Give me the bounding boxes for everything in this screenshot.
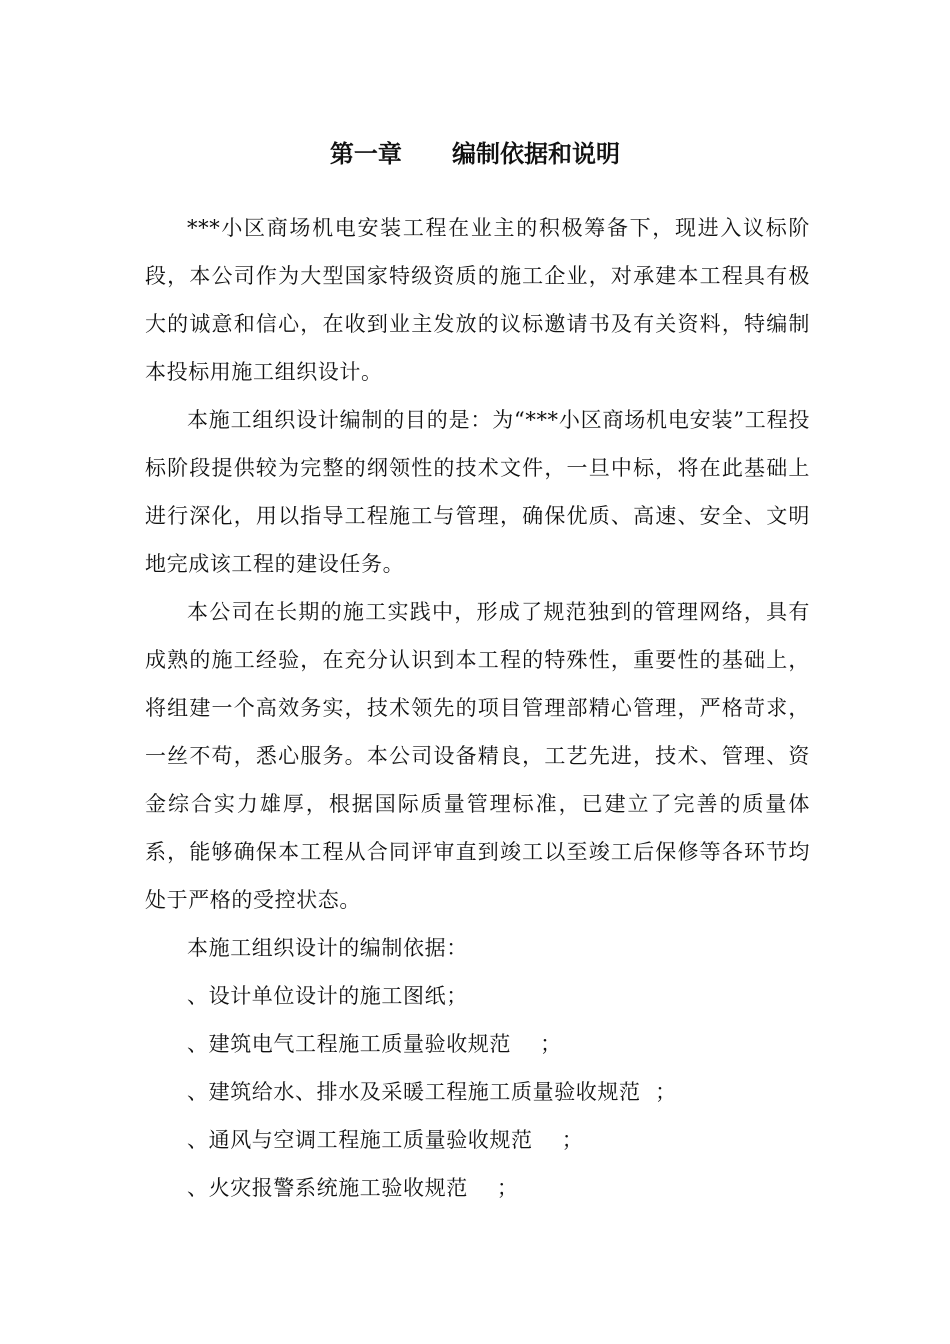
chapter-title: 第一章 编制依据和说明 bbox=[329, 140, 621, 168]
paragraph-company: 本公司在长期的施工实践中，形成了规范独到的管理网络，具有成熟的施工经验，在充分认识到本工程的特殊性，重要性的基础上，将组建一个高效务实，技术领先的项目管理部精心管理，严格苛求，一丝不苟，悉心服务。本公司设备精良，工艺先进，技术、管理、资金综合实力雄厚，根据国际质量管理标准，已建立了完善的质量体系，能够确保本工程从合同评审直到竣工以至竣工后保修等各环节均处于严格的受控状态。 bbox=[145, 600, 810, 912]
basis-list bbox=[145, 972, 810, 1212]
list-item: 、建筑给水、排水及采暖工程施工质量验收规范 ； bbox=[187, 1080, 677, 1104]
list-item: 、建筑电气工程施工质量验收规范 ； bbox=[187, 1032, 562, 1056]
list-item: 、设计单位设计的施工图纸； bbox=[187, 984, 468, 1008]
list-item: 、通风与空调工程施工质量验收规范 ； bbox=[187, 1128, 584, 1152]
paragraph-intro: ***小区商场机电安装工程在业主的积极筹备下，现进入议标阶段，本公司作为大型国家特级资质的施工企业，对承建本工程具有极大的诚意和信心，在收到业主发放的议标邀请书及有关资料，特编制本投标用施工组织设计。 bbox=[145, 216, 810, 384]
list-item: 、火灾报警系统施工验收规范 ； bbox=[187, 1176, 519, 1200]
paragraph-purpose: 本施工组织设计编制的目的是：为“***小区商场机电安装”工程投标阶段提供较为完整的纲领性的技术文件，一旦中标，将在此基础上进行深化，用以指导工程施工与管理，确保优质、高速、安全、文明地完成该工程的建设任务。 bbox=[145, 408, 810, 576]
document-body bbox=[145, 204, 810, 1212]
paragraph-basis-heading: 本施工组织设计的编制依据： bbox=[187, 936, 468, 960]
